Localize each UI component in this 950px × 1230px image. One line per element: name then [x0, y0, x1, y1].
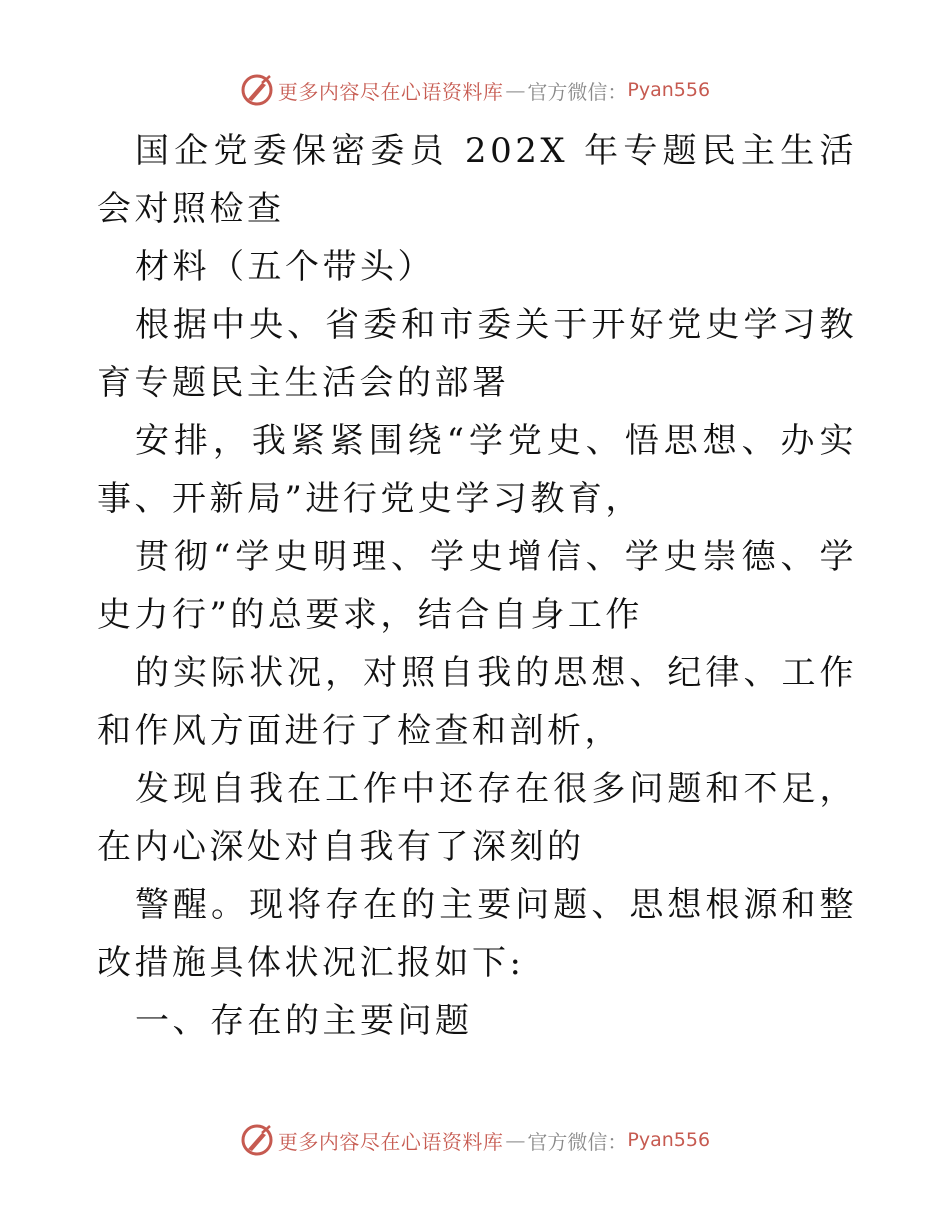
banner-wechat-id: Pyan556	[627, 1129, 711, 1151]
banner-wechat-label: 官方微信：	[527, 1129, 628, 1154]
banner-site-text: 更多内容尽在心语资料库	[277, 1129, 504, 1154]
document-subtitle: 材料（五个带头）	[135, 247, 435, 287]
paragraph: 警醒。现将存在的主要问题、思想根源和整改措施具体状况汇报如下:	[97, 885, 857, 983]
banner-site-text: 更多内容尽在心语资料库	[277, 79, 504, 104]
quill-logo-icon	[240, 1123, 274, 1157]
footer-banner	[0, 1120, 950, 1160]
document-title: 国企党委保密委员 202X 年专题民主生活会对照检查	[97, 131, 857, 229]
banner-wechat-id: Pyan556	[627, 79, 711, 101]
banner-wechat-label: 官方微信：	[527, 79, 628, 104]
document-body	[97, 122, 857, 1050]
banner-separator: —	[505, 78, 526, 102]
paragraph: 贯彻“学史明理、学史增信、学史崇德、学史力行”的总要求，结合自身工作	[97, 537, 857, 635]
paragraph: 安排，我紧紧围绕“学党史、悟思想、办实事、开新局”进行党史学习教育，	[97, 421, 857, 519]
header-banner	[0, 70, 950, 110]
quill-logo-icon	[240, 73, 274, 107]
paragraph: 根据中央、省委和市委关于开好党史学习教育专题民主生活会的部署	[97, 305, 857, 403]
banner-separator: —	[505, 1128, 526, 1152]
paragraph: 的实际状况，对照自我的思想、纪律、工作和作风方面进行了检查和剖析，	[97, 653, 857, 751]
section-heading: 一、存在的主要问题	[135, 1001, 473, 1041]
paragraph: 发现自我在工作中还存在很多问题和不足，在内心深处对自我有了深刻的	[97, 769, 857, 867]
